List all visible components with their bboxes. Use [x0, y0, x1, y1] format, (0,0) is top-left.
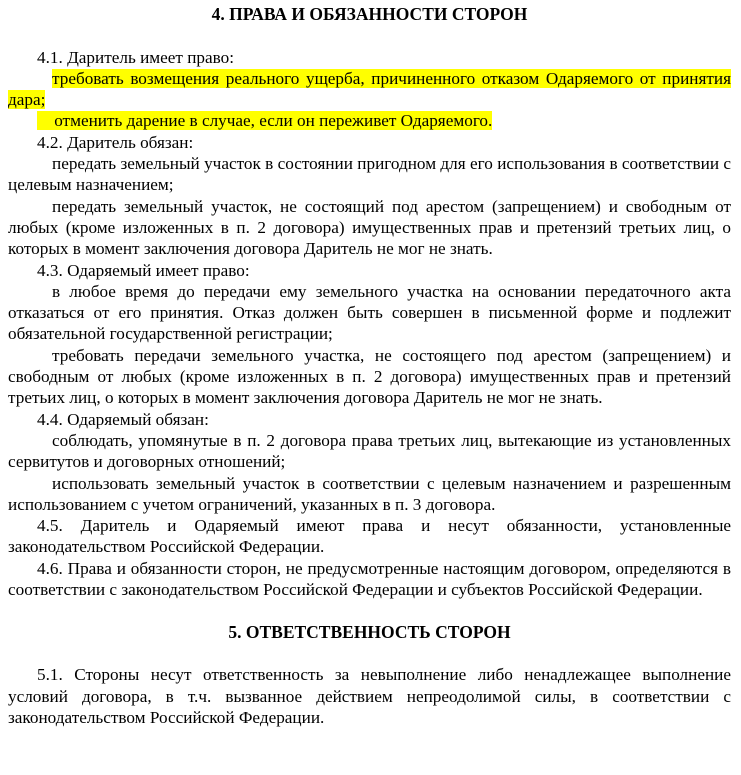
- clause-4-2-item: передать земельный участок, не состоящий под арестом (запрещением) и свободным от любых (кроме изложенных в п. 2 договора) имущественных прав и претензий третьих лиц, о которых в момент заключения договора Даритель не мог не знать.: [8, 196, 731, 259]
- clause-5-1: 5.1. Стороны несут ответственность за невыполнение либо ненадлежащее выполнение условий договора, в т.ч. вызванное действием непреодолимой силы, в соответствии с законодательством Российской Федерации.: [8, 665, 731, 727]
- clause-4-2: 4.2. Даритель обязан:: [37, 132, 194, 152]
- clause-4-2-item: передать земельный участок в состоянии пригодном для его использования в соответствии с целевым назначением;: [8, 154, 731, 195]
- section-5-title: 5. ОТВЕТСТВЕННОСТЬ СТОРОН: [228, 621, 511, 642]
- clause-4-3-item: в любое время до передачи ему земельного участка на основании передаточного акта отказаться от его принятия. Отказ должен быть совершен в письменной форме и подлежит обязательной государственной регистрации;: [8, 281, 731, 344]
- clause-4-4-item: соблюдать, упомянутые в п. 2 договора права третьих лиц, вытекающие из установленных сервитутов и договорных отношений;: [8, 430, 731, 472]
- clause-4-1-item: [8, 68, 731, 111]
- clause-4-3: 4.3. Одаряемый имеет право:: [37, 260, 250, 280]
- highlighted-text-content: отменить дарение в случае, если он переживет Одаряемого.: [54, 111, 493, 131]
- clause-4-1: 4.1. Даритель имеет право:: [37, 47, 235, 67]
- section-4-title: 4. ПРАВА И ОБЯЗАННОСТИ СТОРОН: [211, 4, 528, 24]
- clause-4-6: 4.6. Права и обязанности сторон, не предусмотренные настоящим договором, определяются в соответствии с законодательством Российской Федерации и субъектов Российской Федерации.: [8, 558, 731, 600]
- clause-4-4: 4.4. Одаряемый обязан:: [37, 409, 209, 429]
- clause-4-5: 4.5. Даритель и Одаряемый имеют права и несут обязанности, установленные законодательством Российской Федерации.: [8, 516, 731, 557]
- highlighted-text: [37, 111, 492, 130]
- clause-4-3-item: требовать передачи земельного участка, не состоящего под арестом (запрещением) и свободным от любых (кроме изложенных в п. 2 договора) имущественных прав и претензий третьих лиц, о которых в момент заключения договора Даритель не мог не знать.: [8, 345, 731, 408]
- clause-4-1-item: [8, 110, 731, 131]
- highlighted-text: требовать возмещения реального ущерба, причиненного отказом Одаряемого от принятия дара;: [8, 68, 731, 110]
- clause-4-4-item: использовать земельный участок в соответствии с целевым назначением и разрешенным использованием с учетом ограничений, указанных в п. 3 договора.: [8, 473, 731, 514]
